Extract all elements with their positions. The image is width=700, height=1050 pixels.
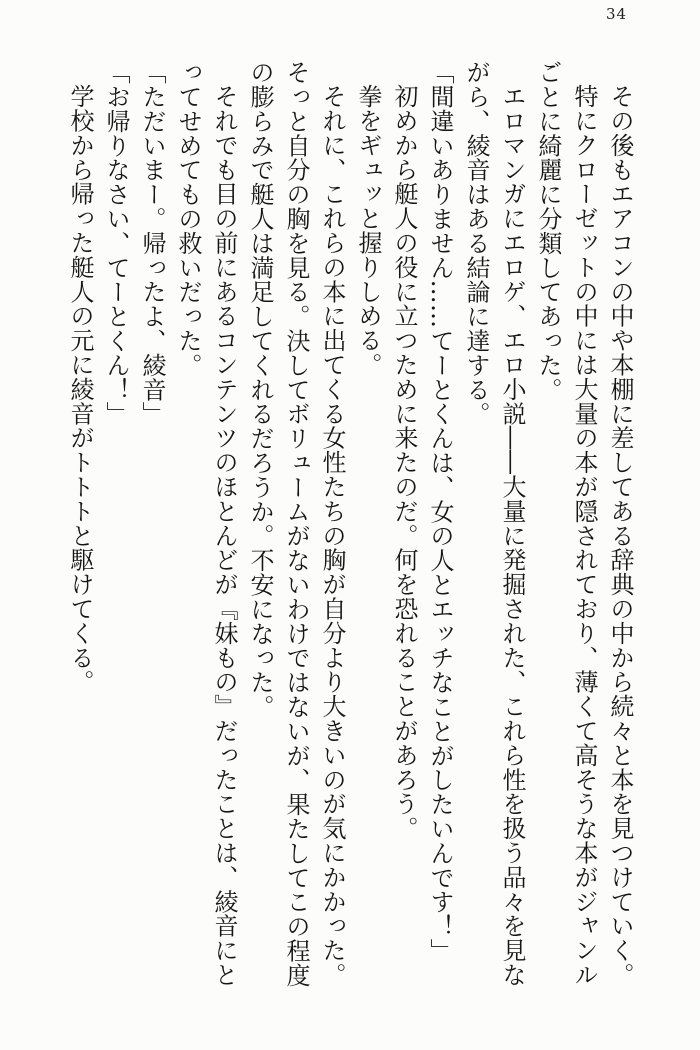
paragraph: それでも目の前にあるコンテンツのほとんどが『妹もの』だったことは、綾音にとってせめてもの救いだった。 (174, 60, 238, 987)
paragraph-dialogue: 「間違いありません……てーとくんは、女の人とエッチなことがしたいんです！」 (426, 60, 454, 963)
paragraph: 拳をギュッと握りしめる。 (354, 84, 382, 377)
paragraph: 初めから艇人の役に立つために来たのだ。何を恐れることがあろう。 (390, 84, 418, 841)
paragraph: 学校から帰った艇人の元に綾音がトトトと駆けてくる。 (66, 84, 94, 694)
paragraph-dialogue: 「ただいまー。帰ったよ、綾音」 (138, 60, 166, 426)
text-body (62, 60, 638, 1005)
paragraph: それに、これらの本に出てくる女性たちの胸が自分より大きいのが気にかかった。そっと自分の胸を見る。決してボリュームがないわけではないが、果たしてこの程度の膨らみで艇人は満足してくれるだろうか。不安になった。 (246, 60, 346, 988)
paragraph: エロマンガにエロゲ、エロ小説――大量に発掘された、これら性を扱う品々を見ながら、綾音はある結論に達する。 (462, 60, 526, 987)
page-number: 34 (606, 5, 628, 23)
paragraph: その後もエアコンの中や本棚に差してある辞典の中から続々と本を見つけていく。 (606, 84, 634, 987)
paragraph: 特にクローゼットの中には大量の本が隠されており、薄くて高そうな本がジャンルごとに綺麗に分類してあった。 (534, 60, 598, 987)
paragraph-dialogue: 「お帰りなさい、てーとくん！」 (102, 60, 130, 426)
